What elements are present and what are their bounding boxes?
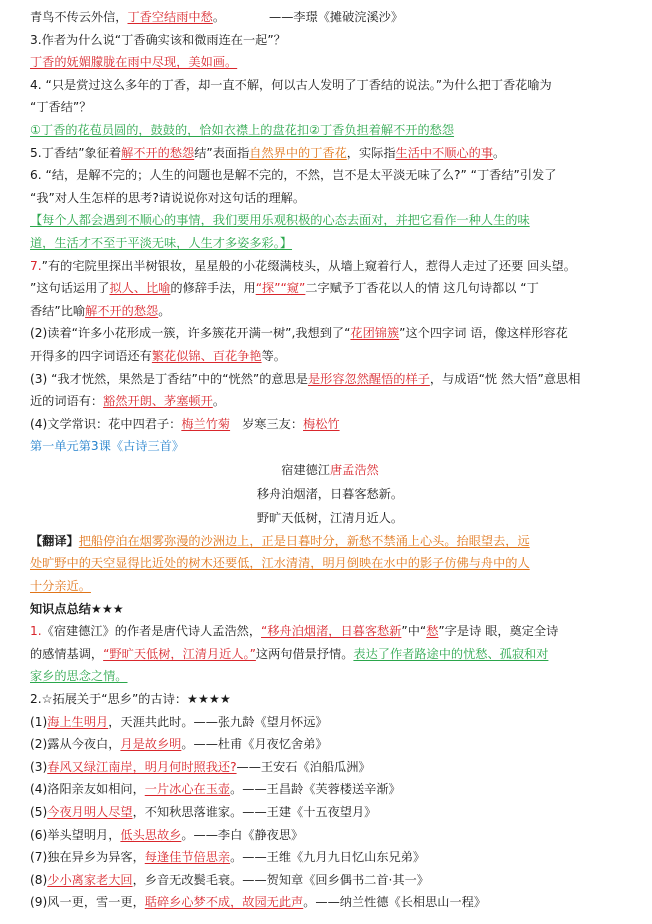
summary-heading [30,598,630,621]
text: 。——王昌龄《芙蓉楼送辛渐》 [230,782,401,797]
translation-text: 十分亲近。 [30,579,91,594]
translation [30,530,630,553]
text: (8) [30,872,48,887]
poem-list-item [30,801,630,824]
text: ，与成语“恍 然大悟”意思相 [429,371,581,386]
text: 。 [158,303,171,318]
answer: “移舟泊烟渚，日暮客愁新 [261,624,402,639]
number: 1. [30,624,42,639]
poem-list-item [30,846,630,869]
translation-label: 【翻译】 [30,533,79,548]
text: 香结”比喻 [30,303,86,318]
question-7-2 [30,322,630,345]
text: 。——纳兰性德《长相思山一程》 [303,895,487,910]
answer: “野旷天低树，江清月近人。” [103,646,256,661]
heading: 知识点总结★★★ [30,601,124,616]
text: (2)读着“许多小花形成一簇，许多簇花开满一树”,我想到了“ [30,326,351,341]
summary-1 [30,620,630,643]
lesson-heading [30,435,630,458]
question-7-3 [30,368,630,391]
text: ”中“ [401,624,427,639]
text: ”这个四字词 语，像这样形容花 [399,326,568,341]
answer: 家乡的思念之情。 [30,669,128,684]
text: 。 [212,10,225,24]
question-5 [30,142,630,165]
text: 。——李白《静夜思》 [181,827,304,842]
text: 。 [493,145,506,160]
text: (1) [30,714,48,729]
poem-line-1 [30,482,630,506]
text: 青鸟不传云外信， [30,10,128,24]
summary-2 [30,688,630,711]
answer: 【每个人都会遇到不顺心的事情，我们要用乐观积极的心态去面对，并把它看作一种人生的味 [30,213,530,228]
poem-list-item [30,869,630,892]
text: 岁寒三友： [242,416,304,431]
text: (3) [30,759,48,774]
question-7-3-cont [30,390,630,413]
question-text: 3.作者为什么说“丁香确实该和微雨连在一起”？ [30,32,286,47]
answer: 拟人、比喻 [109,281,171,296]
answer: 春风又绿江南岸，明月何时照我还? [47,759,237,774]
source: ——李璟《摊破浣溪沙》 [269,10,404,24]
answer: 繁花似锦、百花争艳 [151,348,262,363]
text: (3) “我才恍然，果然是丁香结”中的“恍然”的意思是 [30,371,308,386]
poem-author: 唐孟浩然 [330,462,379,477]
answer: 表达了作者路途中的忧愁、孤寂和对 [353,646,549,661]
poem-text: 移舟泊烟渚，日暮客愁新。 [256,486,404,501]
answer: 生活中不顺心的事 [395,145,494,160]
poem-list-item [30,756,630,779]
poem-title [30,458,630,482]
answer: 解不开的愁怨 [121,145,195,160]
answer: 花团锦簇 [350,326,400,341]
text: ——王安石《泊船瓜洲》 [236,759,371,774]
text: 。——王维《九月九日忆山东兄弟》 [230,850,426,865]
text: (9)风一更，雪一更， [30,895,145,910]
text: 2.☆拓展关于“思乡”的古诗：★★★★ [30,692,231,707]
answer: 道，生活才不至于平淡无味，人生才多姿多彩。】 [30,235,293,250]
answer: 每逢佳节倍思亲 [144,850,231,865]
question-7-cont2 [30,300,630,323]
text: ，实际指 [346,145,396,160]
poem-list-item [30,891,630,914]
poem-list-item [30,733,630,756]
translation-cont [30,552,630,575]
question-7-2-cont [30,345,630,368]
poem-list-item [30,778,630,801]
question-7 [30,255,630,278]
answer: “探”“窥” [255,281,306,296]
text: 这两句借景抒情。 [255,646,354,661]
poem-list-item [30,824,630,847]
text: ，乡音无改鬓毛衰。——贺知章《回乡偶书二首·其一》 [132,872,429,887]
question-6 [30,164,630,187]
text: 结”表面指 [194,145,250,160]
lesson-title: 第一单元第3课《古诗三首》 [30,439,185,454]
poem-quote-line [30,6,630,29]
poem-list-item [30,711,630,734]
answer: 丁香空结雨中愁 [127,10,213,24]
question-text: 4. “只是赏过这么多年的丁香，却一直不解，何以古人发明了丁香结的说法。”为什么把丁香花喻为 [30,77,552,92]
text: ”有的宅院里探出半树银妆，星星般的小花缀满枝头，从墙上窥着行人，惹得人走过了还要 回头望。 [41,258,576,273]
question-text: 6. “结，是解不完的；人生的问题也是解不完的，不然，岂不是太平淡无味了么?” “丁香结”引发了 [30,168,557,183]
answer: 聒碎乡心梦不成，故园无此声 [144,895,304,910]
text: (7)独在异乡为异客， [30,850,145,865]
question-3 [30,29,630,52]
answer: 丁香的妩媚朦胧在雨中尽现，美如画。 [30,55,238,70]
answer-6-cont [30,232,630,255]
answer: 解不开的愁怨 [85,303,159,318]
text: (5) [30,805,48,819]
answer: 豁然开朗、茅塞顿开 [103,394,213,409]
answer: 一片冰心在玉壶 [144,782,231,797]
text: 等。 [261,348,286,363]
answer: 自然界中的丁香花 [249,145,347,160]
translation-text: 把船停泊在烟雾弥漫的沙洲边上，正是日暮时分，新愁不禁涌上心头。抬眼望去，远 [78,533,530,548]
question-4 [30,74,630,97]
summary-1-cont2 [30,665,630,688]
poem-text: 野旷天低树，江清月近人。 [256,510,404,525]
text: 二字赋予丁香花以人的情 这几句诗都以 “丁 [305,281,539,296]
question-7-4 [30,413,630,436]
text: 开得多的四字词语还有 [30,348,152,363]
question-6-cont [30,187,630,210]
summary-1-cont [30,643,630,666]
text: (4)洛阳亲友如相问， [30,782,145,797]
text: 5.丁香结”象征着 [30,145,122,160]
text: (6)举头望明月， [30,827,121,842]
text: ，天涯共此时。——张九龄《望月怀远》 [108,714,328,729]
answer-6 [30,209,630,232]
text: ”字是诗 眼，奠定全诗 [438,624,559,639]
answer: 海上生明月 [47,714,109,729]
question-text: “丁香结”？ [30,100,92,115]
question-7-cont [30,277,630,300]
question-text: “我”对人生怎样的思考?请说说你对这句话的理解。 [30,190,306,205]
translation-text: 处旷野中的天空显得比近处的树木还要低，江水清清，明月倒映在水中的影子仿佛与舟中的人 [30,556,530,571]
answer: 梅兰竹菊 [181,416,231,431]
text: (4)文学常识：花中四君子： [30,416,182,431]
answer: 是形容忽然醒悟的样子 [307,371,430,386]
poem-line-2 [30,506,630,530]
poem-name: 宿建德江 [281,462,330,477]
text: 近的词语有： [30,394,104,409]
answer-4 [30,119,630,142]
translation-cont2 [30,575,630,598]
text: 《宿建德江》的作者是唐代诗人孟浩然， [41,624,262,639]
answer: 月是故乡明 [120,737,182,752]
text: 。 [212,394,225,409]
text: 的修辞手法，用 [170,281,256,296]
answer: 今夜月明人尽望 [47,805,133,819]
text: ，不知秋思落谁家。——王建《十五夜望月》 [132,805,377,819]
answer: 低头思故乡 [120,827,182,842]
answer: 少小离家老大回 [47,872,133,887]
answer: 愁 [426,624,439,639]
answer-3 [30,51,630,74]
number: 7. [30,258,42,273]
text: (2)露从今夜白， [30,737,121,752]
text: 的感情基调， [30,646,104,661]
question-4-cont [30,96,630,119]
answer: 梅松竹 [303,416,340,431]
text: ”这句话运用了 [30,281,110,296]
text: 。——杜甫《月夜忆舍弟》 [181,737,328,752]
answer: ①丁香的花苞员圆的，鼓鼓的，恰如衣襟上的盘花扣②丁香负担着解不开的愁怨 [30,122,455,137]
